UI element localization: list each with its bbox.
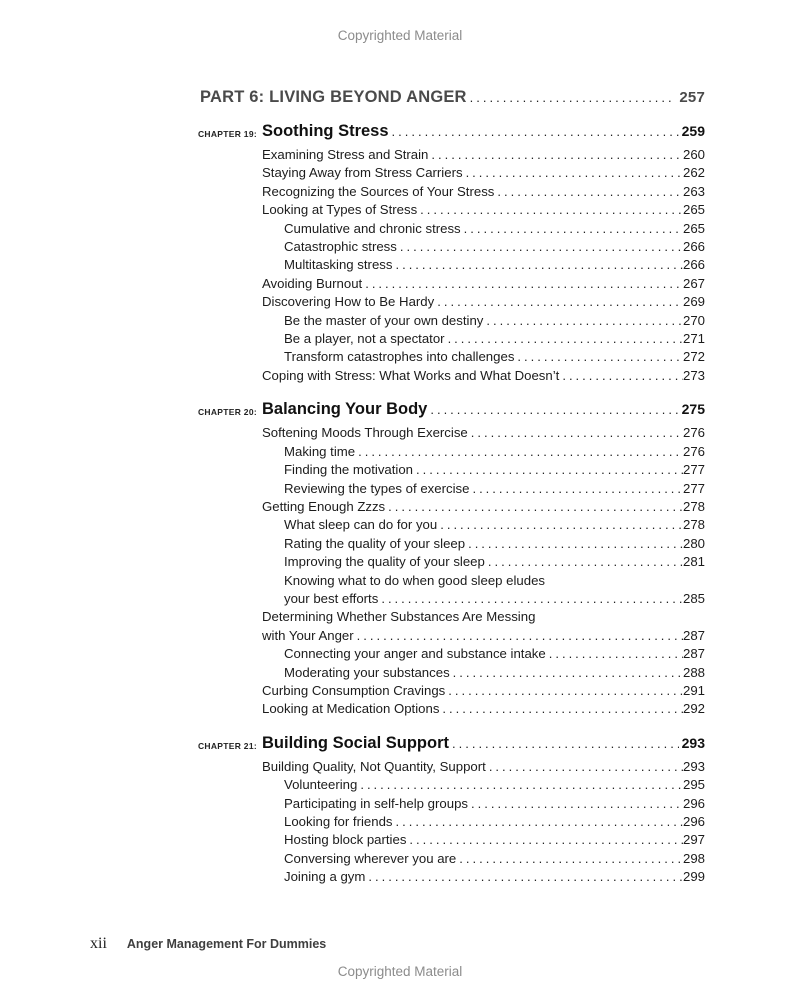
entry-row: [284, 238, 705, 256]
entry-page-number: 297: [682, 832, 705, 848]
running-book-title: Anger Management For Dummies: [126, 937, 327, 951]
toc-entry: [262, 831, 705, 849]
toc-entry: [262, 813, 705, 831]
dot-leader: [546, 645, 683, 663]
dot-leader: [445, 682, 683, 700]
toc-entry: [262, 201, 705, 219]
dot-leader: [417, 201, 683, 219]
entry-text: Knowing what to do when good sleep eludes: [284, 572, 546, 588]
toc-entry: [262, 183, 705, 201]
entry-text: Joining a gym: [284, 869, 366, 885]
entry-text: Reviewing the types of exercise: [284, 480, 470, 496]
entry-row: [262, 201, 705, 219]
toc-entry: [262, 293, 705, 311]
entry-text: Avoiding Burnout: [262, 275, 363, 291]
chapter-page-number: 259: [681, 123, 705, 139]
entry-text: Moderating your substances: [284, 664, 450, 680]
entry-text: Volunteering: [284, 777, 358, 793]
entry-row: [284, 312, 705, 330]
entry-row: [284, 535, 705, 553]
entry-continuation-row: [284, 590, 705, 608]
dot-leader: [393, 813, 683, 831]
entry-text: Building Quality, Not Quantity, Support: [262, 758, 486, 774]
toc-entry: [262, 645, 705, 663]
entry-page-number: 260: [682, 147, 705, 162]
entry-page-number: 270: [682, 312, 705, 328]
toc-entry: [262, 700, 705, 718]
dot-leader: [559, 367, 683, 385]
entry-text: Multitasking stress: [284, 257, 393, 273]
entry-row: [284, 256, 705, 274]
entry-text: Staying Away from Stress Carriers: [262, 165, 463, 181]
entry-text: Looking for friends: [284, 814, 393, 829]
entry-row: [284, 776, 705, 794]
toc-entry: [262, 850, 705, 868]
entry-page-number: 295: [682, 777, 705, 793]
dot-leader: [357, 776, 683, 794]
chapter-title: Balancing Your Body: [262, 400, 428, 419]
entry-text: Cumulative and chronic stress: [284, 220, 461, 236]
entry-page-number: 277: [682, 480, 705, 496]
toc-entry: [262, 312, 705, 330]
toc-entry: [262, 256, 705, 274]
entry-text: Participating in self-help groups: [284, 795, 468, 811]
entry-row: [284, 645, 705, 663]
entry-page-number: 276: [682, 425, 705, 441]
toc-entry: [262, 443, 705, 461]
dot-leader: [397, 238, 683, 256]
entry-page-number: 291: [682, 682, 705, 698]
chapter-title: Building Social Support: [262, 733, 449, 752]
dot-leader: [463, 164, 683, 182]
entry-row: [284, 461, 705, 479]
entry-page-number: 272: [682, 349, 705, 365]
dot-leader: [469, 480, 683, 498]
entry-page-number: 278: [682, 517, 705, 533]
chapter-list: [197, 122, 705, 887]
dot-leader: [445, 330, 683, 348]
dot-leader: [378, 590, 683, 608]
part-title: PART 6: LIVING BEYOND ANGER: [200, 88, 467, 106]
toc-entry: [262, 553, 705, 571]
toc-entry: [262, 498, 705, 516]
entry-continuation-row: [262, 627, 705, 645]
entry-row: [284, 813, 705, 831]
dot-leader: [362, 275, 683, 293]
chapter-title: Soothing Stress: [262, 122, 389, 140]
copyright-notice-top: Copyrighted Material: [337, 28, 463, 43]
entry-text: Recognizing the Sources of Your Stress: [262, 183, 495, 199]
toc-entry: [262, 330, 705, 348]
entry-text: Getting Enough Zzzs: [262, 498, 386, 514]
chapter-block: [197, 733, 705, 887]
entry-row: [284, 850, 705, 868]
entry-page-number: 262: [682, 165, 705, 181]
dot-leader: [365, 868, 683, 886]
entry-text: Discovering How to Be Hardy: [262, 294, 435, 310]
entry-row: [284, 480, 705, 498]
dot-leader: [467, 88, 676, 107]
entry-page-number: 263: [682, 183, 705, 199]
entry-row: [284, 220, 705, 238]
entry-row: [284, 795, 705, 813]
part-page-number: 257: [679, 89, 705, 106]
dot-leader: [392, 256, 683, 274]
entry-text: Be a player, not a spectator: [284, 331, 445, 347]
entry-row: [284, 831, 705, 849]
toc-entry: [262, 535, 705, 553]
entry-page-number: 298: [682, 850, 705, 866]
dot-leader: [494, 183, 683, 201]
entry-text: Conversing wherever you are: [284, 850, 457, 866]
dot-leader: [486, 758, 683, 776]
entry-page-number: 278: [682, 498, 705, 514]
dot-leader: [449, 734, 679, 753]
toc-entry: [262, 146, 705, 164]
entry-text: Looking at Types of Stress: [262, 202, 418, 218]
entry-text: What sleep can do for you: [284, 517, 438, 533]
dot-leader: [355, 443, 683, 461]
entry-page-number: 288: [682, 664, 705, 680]
chapter-block: [197, 122, 705, 385]
chapter-number-label: CHAPTER 21:: [197, 740, 257, 751]
dot-leader: [468, 795, 683, 813]
entry-page-number: 267: [682, 275, 705, 291]
entry-text: Connecting your anger and substance intake: [284, 646, 546, 662]
toc-entry: [262, 608, 705, 645]
toc-entry: [262, 572, 705, 609]
toc-entry: [262, 682, 705, 700]
entry-page-number: 287: [682, 646, 705, 662]
dot-leader: [406, 831, 683, 849]
entry-page-number: 277: [682, 462, 705, 478]
toc-entry: [262, 164, 705, 182]
entry-row: [262, 682, 705, 700]
toc-entry: [262, 664, 705, 682]
toc-entry: [262, 776, 705, 794]
entry-text: Making time: [284, 443, 356, 459]
entry-row: [284, 868, 705, 886]
entry-row: [262, 498, 705, 516]
dot-leader: [439, 700, 683, 718]
chapter-page-number: 293: [681, 734, 705, 751]
entry-row: [262, 146, 705, 164]
entry-page-number: 271: [682, 331, 705, 347]
entry-page-number: 299: [682, 869, 705, 885]
entry-text: Coping with Stress: What Works and What Doesn’t: [262, 367, 560, 383]
entry-page-number: 265: [682, 202, 705, 218]
part-heading: [200, 88, 705, 107]
dot-leader: [389, 122, 679, 141]
toc-entry: [262, 516, 705, 534]
entry-text: Finding the motivation: [284, 462, 414, 478]
toc-entry: [262, 220, 705, 238]
entry-row: [284, 553, 705, 571]
entry-text: Rating the quality of your sleep: [284, 535, 466, 551]
entry-text: Determining Whether Substances Are Messing: [262, 609, 536, 625]
dot-leader: [437, 516, 683, 534]
chapter-page-number: 275: [681, 401, 705, 418]
dot-leader: [483, 312, 683, 330]
chapter-heading: [197, 400, 705, 419]
entry-row: [284, 330, 705, 348]
dot-leader: [450, 664, 683, 682]
entry-page-number: 265: [682, 220, 705, 236]
entry-page-number: 292: [682, 701, 705, 717]
toc-entry: [262, 480, 705, 498]
entry-text: your best efforts: [284, 590, 379, 606]
entry-row: [284, 664, 705, 682]
entry-page-number: 281: [682, 554, 705, 570]
toc-entry: [262, 367, 705, 385]
entry-page-number: 293: [682, 758, 705, 774]
entry-text: Examining Stress and Strain: [262, 147, 429, 162]
entry-page-number: 296: [682, 795, 705, 811]
entry-row: [262, 164, 705, 182]
entry-page-number: 296: [682, 814, 705, 829]
entry-page-number: 266: [682, 257, 705, 273]
entry-text: Curbing Consumption Cravings: [262, 682, 446, 698]
dot-leader: [428, 146, 683, 164]
entry-row: [262, 424, 705, 442]
entry-page-number: 273: [682, 367, 705, 383]
entry-text: Transform catastrophes into challenges: [284, 349, 515, 365]
dot-leader: [468, 424, 683, 442]
entry-page-number: 280: [682, 535, 705, 551]
toc-entry: [262, 275, 705, 293]
copyright-notice-bottom: Copyrighted Material: [337, 964, 463, 979]
dot-leader: [461, 220, 683, 238]
entry-row: [262, 367, 705, 385]
dot-leader: [427, 400, 678, 419]
entry-page-number: 287: [682, 627, 705, 643]
dot-leader: [385, 498, 683, 516]
entry-row: [284, 348, 705, 366]
toc-entry: [262, 795, 705, 813]
entry-row: [262, 700, 705, 718]
toc-entry: [262, 238, 705, 256]
chapter-number-label: CHAPTER 20:: [197, 407, 257, 418]
entry-row: [262, 183, 705, 201]
chapter-heading: [197, 122, 705, 141]
entry-text: Softening Moods Through Exercise: [262, 425, 468, 441]
page-footer: [90, 935, 326, 953]
dot-leader: [485, 553, 683, 571]
entry-text: Be the master of your own destiny: [284, 312, 484, 328]
table-of-contents: [197, 88, 705, 887]
entry-text: Hosting block parties: [284, 832, 407, 848]
toc-entry: [262, 461, 705, 479]
chapter-block: [197, 400, 705, 719]
entry-text: with Your Anger: [262, 627, 354, 643]
entry-page-number: 285: [682, 590, 705, 606]
toc-entry: [262, 348, 705, 366]
chapter-number-label: CHAPTER 19:: [197, 129, 257, 139]
entry-row: [262, 758, 705, 776]
toc-entry: [262, 758, 705, 776]
entry-row: [284, 443, 705, 461]
dot-leader: [413, 461, 683, 479]
entry-row: [262, 293, 705, 311]
dot-leader: [456, 850, 683, 868]
dot-leader: [465, 535, 683, 553]
toc-entry: [262, 868, 705, 886]
dot-leader: [354, 627, 683, 645]
entry-text: Improving the quality of your sleep: [284, 554, 485, 570]
entry-page-number: 276: [682, 443, 705, 459]
dot-leader: [434, 293, 683, 311]
entry-text: Looking at Medication Options: [262, 701, 440, 717]
entry-row: [284, 516, 705, 534]
chapter-heading: [197, 733, 705, 753]
folio-page-number: xii: [90, 935, 107, 952]
entry-row: [262, 275, 705, 293]
entry-page-number: 266: [682, 239, 705, 255]
toc-entry: [262, 424, 705, 442]
entry-page-number: 269: [682, 294, 705, 310]
entry-text: Catastrophic stress: [284, 239, 397, 255]
dot-leader: [514, 348, 683, 366]
